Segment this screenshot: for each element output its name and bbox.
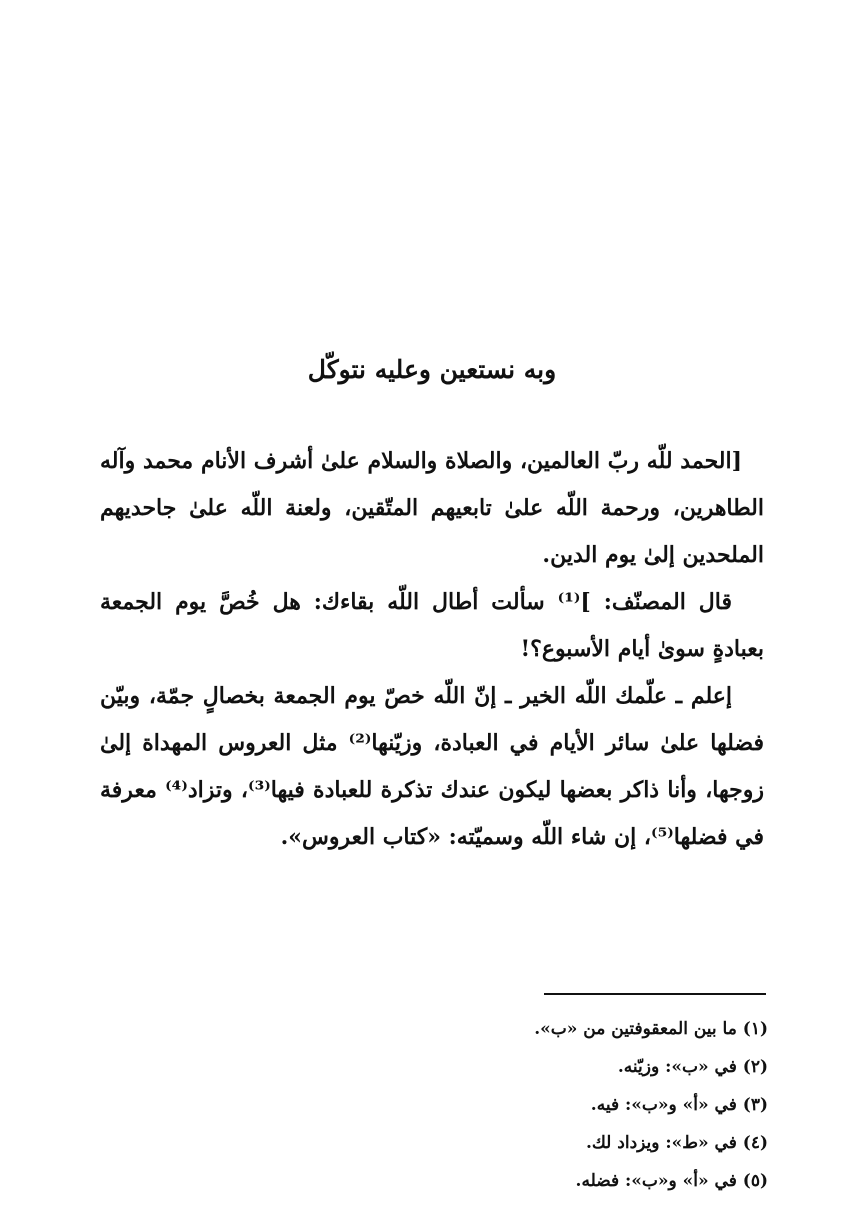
- footnote-3: (٣) في «أ» و«ب»: فيه.: [590, 1095, 768, 1115]
- paragraph-question: قال المصنّف: ]⁽¹⁾ سألت أطال اللّه بقاءك: هل خُصَّ يوم الجمعة بعبادةٍ سوىٰ أيام الأسبوع؟!: [100, 589, 764, 662]
- main-text: [100, 438, 764, 861]
- footnote-4: (٤) في «ط»: ويزداد لك.: [585, 1133, 768, 1153]
- paragraph-answer: إعلم ـ علّمك اللّه الخير ـ إنّ اللّه خصّ يوم الجمعة بخصالٍ جمّة، وبيّن فضلها علىٰ سائر الأيام في العبادة، وزيّنها⁽²⁾ مثل العروس المهداة إلىٰ زوجها، وأنا ذاكر بعضها ليكون عندك تذكرة للعبادة فيها⁽³⁾، وتزاد⁽⁴⁾ معرفة في فضلها⁽⁵⁾، إن شاء اللّه وسميّته: «كتاب العروس».: [100, 683, 764, 850]
- page-heading: وبه نستعين وعليه نتوكّل: [307, 355, 557, 384]
- footnote-divider: [544, 993, 766, 995]
- footnote-1: (١) ما بين المعقوفتين من «ب».: [534, 1019, 768, 1039]
- footnote-2: (٢) في «ب»: وزيّنه.: [617, 1057, 768, 1077]
- footnote-5: (٥) في «أ» و«ب»: فضله.: [575, 1171, 768, 1191]
- paragraph-opening: [الحمد للّه ربّ العالمين، والصلاة والسلام علىٰ أشرف الأنام محمد وآله الطاهرين، ورحمة اللّه علىٰ تابعيهم المتّقين، ولعنة اللّه علىٰ جاحديهم الملحدين إلىٰ يوم الدين.: [100, 448, 764, 568]
- footnotes: [348, 1010, 768, 1200]
